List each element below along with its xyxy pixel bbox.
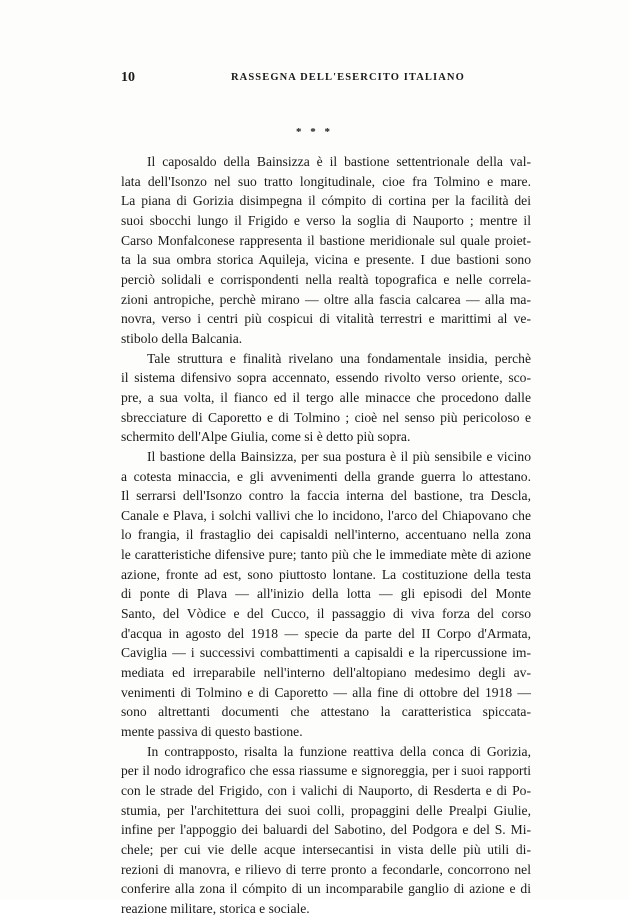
text-line: Caviglia — i successivi combattimenti a capisaldi e la ripercussione im- [121,645,531,661]
text-line: per il nodo idrografico che essa riassume e signoreggia, per i suoi rapporti [121,763,531,779]
text-line: zioni antropiche, perchè mirano — oltre alla fascia calcarea — alla ma- [121,291,531,307]
text-line: Tale struttura e finalità rivelano una fondamentale insidia, perchè [147,350,531,366]
paragraph-3 [121,447,531,742]
text-line: le caratteristiche difensive pure; tanto più che le immediate mète di azione [121,547,531,563]
text-line: di ponte di Plava — all'inizio della lotta — gli episodi del Monte [121,586,531,602]
text-line: schermito dell'Alpe Giulia, come si è detto più sopra. [121,429,411,445]
text-line: perciò solidali e corrispondenti nella realtà topografica e nelle correla- [121,271,531,287]
running-head [121,70,521,92]
text-line: venimenti di Tolmino e di Caporetto — alla fine di ottobre del 1918 — [121,684,531,700]
text-line: infine per l'appoggio dei baluardi del Sabotino, del Podgora e del S. Mi- [121,822,531,838]
text-line: a cotesta minaccia, e gli avvenimenti della grande guerra lo attestano. [121,468,531,484]
text-line: lata dell'Isonzo nel suo tratto longitudinale, cioe fra Tolmino e mare. [121,173,531,189]
text-line: Il serrarsi dell'Isonzo contro la faccia interna del bastione, tra Descla, [121,488,531,504]
paragraph-4 [121,742,531,919]
text-line: Carso Monfalconese rappresenta il bastione meridionale sul quale proiet- [121,232,531,248]
paragraph-1 [121,152,531,349]
text-line: d'acqua in agosto del 1918 — specie da parte del II Corpo d'Armata, [121,625,531,641]
text-line: pre, a sua volta, il fianco ed il tergo alle minacce che procedono dalle [121,389,531,405]
text-line: il sistema difensivo sopra accennato, essendo rivolto verso oriente, sco- [121,370,531,386]
text-line: suoi sbocchi lungo il Frigido e verso la soglia di Nauporto ; mentre il [121,212,531,228]
text-line: stibolo della Balcania. [121,330,243,346]
text-line: stumia, per l'architettura dei suoi colli, propaggini delle Prealpi Giulie, [121,802,531,818]
text-line: chele; per cui vie delle acque intersecantisi in vista delle più utili di- [121,841,531,857]
text-line: Il bastione della Bainsizza, per sua postura è il più sensibile e vicino [147,448,531,464]
text-line: La piana di Gorizia disimpegna il cómpito di cortina per la facilità dei [121,193,531,209]
text-line: Canale e Plava, i solchi vallivi che lo incidono, l'arco del Chiapovano che [121,507,531,523]
text-line: azione, fronte ad est, sono piuttosto lontane. La costituzione della testa [121,566,531,582]
text-line: con le strade del Frigido, con i valichi di Nauporto, di Resderta e di Po- [121,783,531,798]
page-number: 10 [121,70,135,85]
text-line: sono altrettanti documenti che attestano la caratteristica spiccata- [121,704,531,720]
text-line: lo frangia, il frastaglio dei capisaldi nell'interno, accentuano nella zona [121,527,531,543]
text-line: In contrapposto, risalta la funzione reattiva della conca di Gorizia, [147,743,531,759]
text-line: mediata ed irreparabile nell'interno dell'altopiano medesimo degli av- [121,665,531,681]
text-line: novra, verso i centri più cospicui di vitalità terrestri e marittimi al ve- [121,311,531,327]
paragraph-2 [121,349,531,447]
text-line: mente passiva di questo bastione. [121,724,303,740]
journal-title: RASSEGNA DELL'ESERCITO ITALIANO [231,72,465,83]
text-line: ta la sua ombra storica Aquileja, vicina e presente. I due bastioni sono [121,252,531,268]
text-line: conferire alla zona il cómpito di un incomparabile ganglio di azione e di [121,881,531,897]
text-line: Santo, del Vòdice e del Cucco, il passaggio di viva forza del corso [121,606,531,622]
text-line: sbrecciature di Caporetto e di Tolmino ; cioè nel senso più pericoloso e [121,409,531,425]
text-line: Il caposaldo della Bainsizza è il bastione settentrionale della val- [147,154,531,169]
body-text [121,152,531,919]
text-line: rezioni di manovra, e rilievo di terre pronto a fecondarle, concorrono nel [121,861,531,877]
section-separator: * * * [296,126,333,138]
text-line: reazione militare, storica e sociale. [121,900,310,916]
